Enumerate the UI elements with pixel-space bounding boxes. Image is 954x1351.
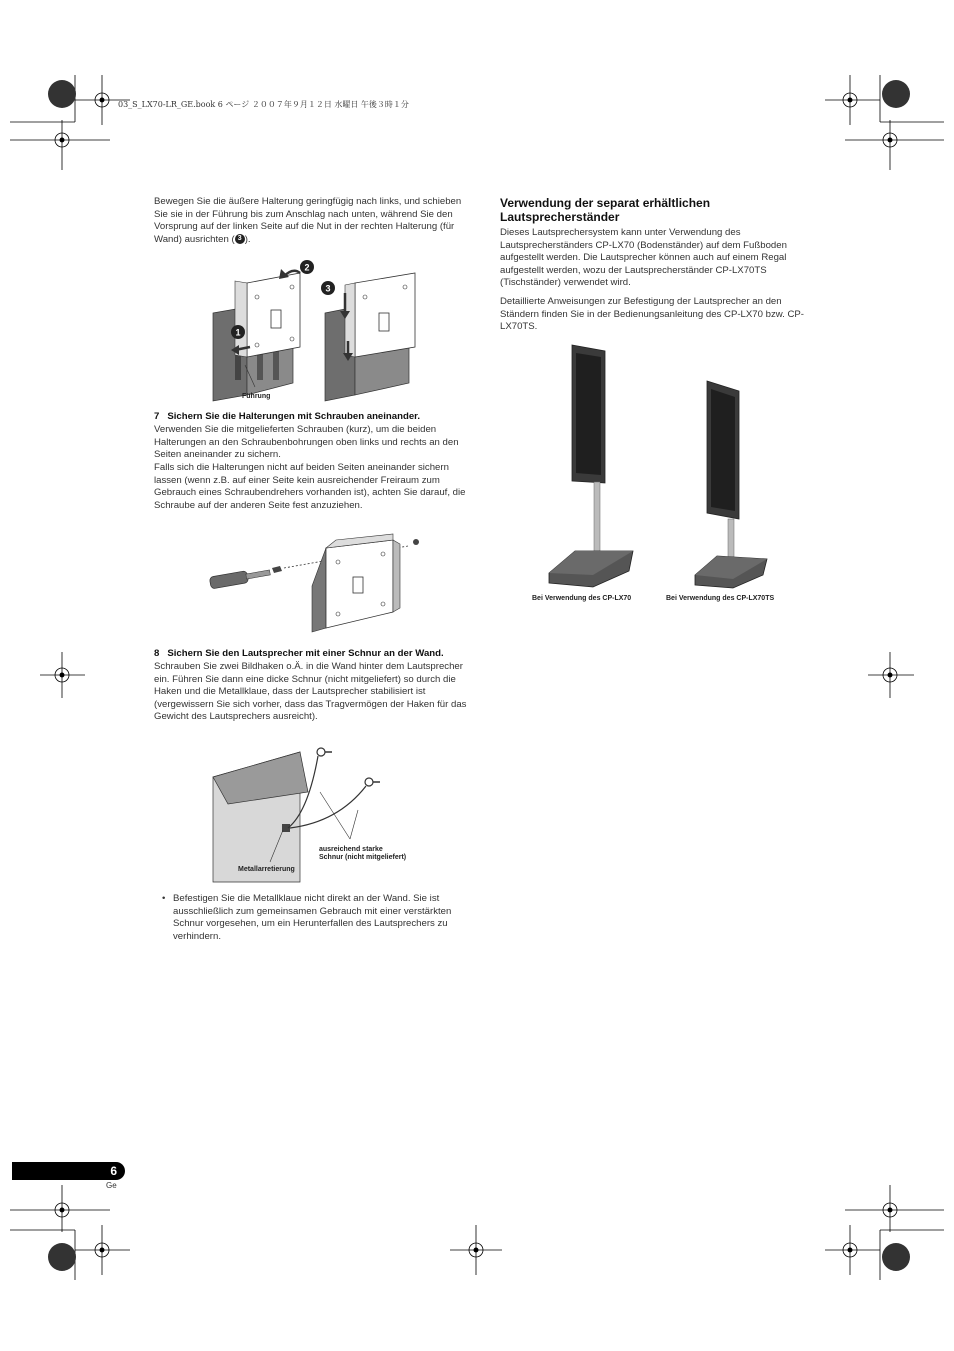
section-heading-line-2: Lautsprecherständer	[500, 210, 620, 224]
step-7-heading	[154, 411, 484, 422]
step-3-label: 3	[325, 283, 331, 294]
step-3-ref-badge: 3	[235, 234, 245, 244]
step-8-title: Sichern Sie den Lautsprecher mit einer Schnur an der Wand.	[167, 648, 444, 659]
cord-label-line-2: Schnur (nicht mitgeliefert)	[319, 854, 407, 861]
step-8-heading	[154, 648, 484, 659]
step-2-label: 2	[304, 262, 310, 273]
guide-label: Führung	[242, 393, 271, 400]
book-header-line: 03_S_LX70-LR_GE.book 6 ページ ２００７年９月１２日 水曜日 午後３時１分	[118, 100, 409, 109]
table-stand-caption: Bei Verwendung des CP-LX70TS	[666, 595, 775, 602]
language-code: Ge	[106, 1181, 117, 1190]
step-8-number: 8	[154, 648, 160, 659]
bullet-note: Befestigen Sie die Metallklaue nicht direkt an der Wand. Sie ist ausschließlich zum gemeinsamen Gebrauch mit einer verstärkten Schnur vorgesehen, um ein Herunterfallen des Lautsprechers zu verhindern.	[173, 893, 452, 942]
step-7-paragraph-1: Verwenden Sie die mitgelieferten Schrauben (kurz), um die beiden Halterungen an den Schraubenbohrungen oben links und rechts an den Seiten aneinander zu sichern.	[154, 424, 459, 461]
intro-text: Bewegen Sie die äußere Halterung geringfügig nach links, und schieben Sie sie in der Führung bis zum Anschlag nach unten, während Sie den Vorsprung auf der linken Seite auf die Nut in der rechten Halterung (für Wand) ausrichten (	[154, 196, 462, 245]
bullet-dot: •	[162, 893, 166, 904]
step-7-title: Sichern Sie die Halterungen mit Schrauben aneinander.	[167, 411, 421, 422]
safety-cord-figure	[208, 742, 438, 882]
section-heading	[500, 196, 800, 224]
stand-paragraph-1: Dieses Lautsprechersystem kann unter Verwendung des Lautsprecherständers CP-LX70 (Bodenständer) auf dem Fußboden aufgestellt werden. Die Lautsprecher können auch auf einem Regal aufgestellt werden, wozu der Lautsprecherständer CP-LX70TS (Tischständer) verwendet wird.	[500, 227, 787, 289]
step-7-number: 7	[154, 411, 160, 422]
speaker-stands-figure	[545, 343, 805, 593]
page-number: 6	[110, 1164, 117, 1178]
screw	[272, 566, 282, 573]
wall-hook-1	[317, 748, 325, 756]
cord-label-line-1: ausreichend starke	[319, 846, 383, 853]
floor-stand-pole	[594, 482, 600, 560]
screwdriver-handle	[209, 571, 249, 589]
intro-text-end: ).	[244, 233, 251, 245]
screw-fastening-figure	[208, 532, 438, 637]
step-8-paragraph: Schrauben Sie zwei Bildhaken o.Ä. in die Wand hinter dem Lautsprecher ein. Führen Sie dann eine dicke Schnur (nicht mitgeliefert) so durch die Haken und die Metallklaue, dass der Lautsprecher stabilisiert ist (vergewissern Sie sich vorher, dass das Tragvermögen der Haken für das Gewicht des Lautsprechers ausreicht).	[154, 661, 467, 723]
wall-hook-2	[365, 778, 373, 786]
table-stand-pole	[728, 519, 734, 561]
intro-paragraph	[154, 196, 476, 246]
section-heading-line-1: Verwendung der separat erhältlichen	[500, 196, 711, 210]
floor-stand-caption: Bei Verwendung des CP-LX70	[532, 595, 632, 602]
page-number-tab	[12, 1162, 125, 1180]
metal-catch-label: Metallarretierung	[238, 866, 295, 873]
bracket-assembly-figure	[205, 255, 425, 405]
stand-paragraph-2: Detaillierte Anweisungen zur Befestigung der Lautsprecher an den Ständern finden Sie in der Bedienungsanleitung des CP-LX70 bzw. CP-LX70TS.	[500, 296, 804, 333]
step-7-paragraph-2: Falls sich die Halterungen nicht auf beiden Seiten aneinander sichern lassen (wenn z.B. auf einer Seite kein ausreichender Freiraum zum Gebrauch eines Schraubendrehers vorhanden ist), achten Sie darauf, die Schraube auf der anderen Seite fest anzuziehen.	[154, 462, 466, 511]
step-1-label: 1	[235, 327, 241, 338]
